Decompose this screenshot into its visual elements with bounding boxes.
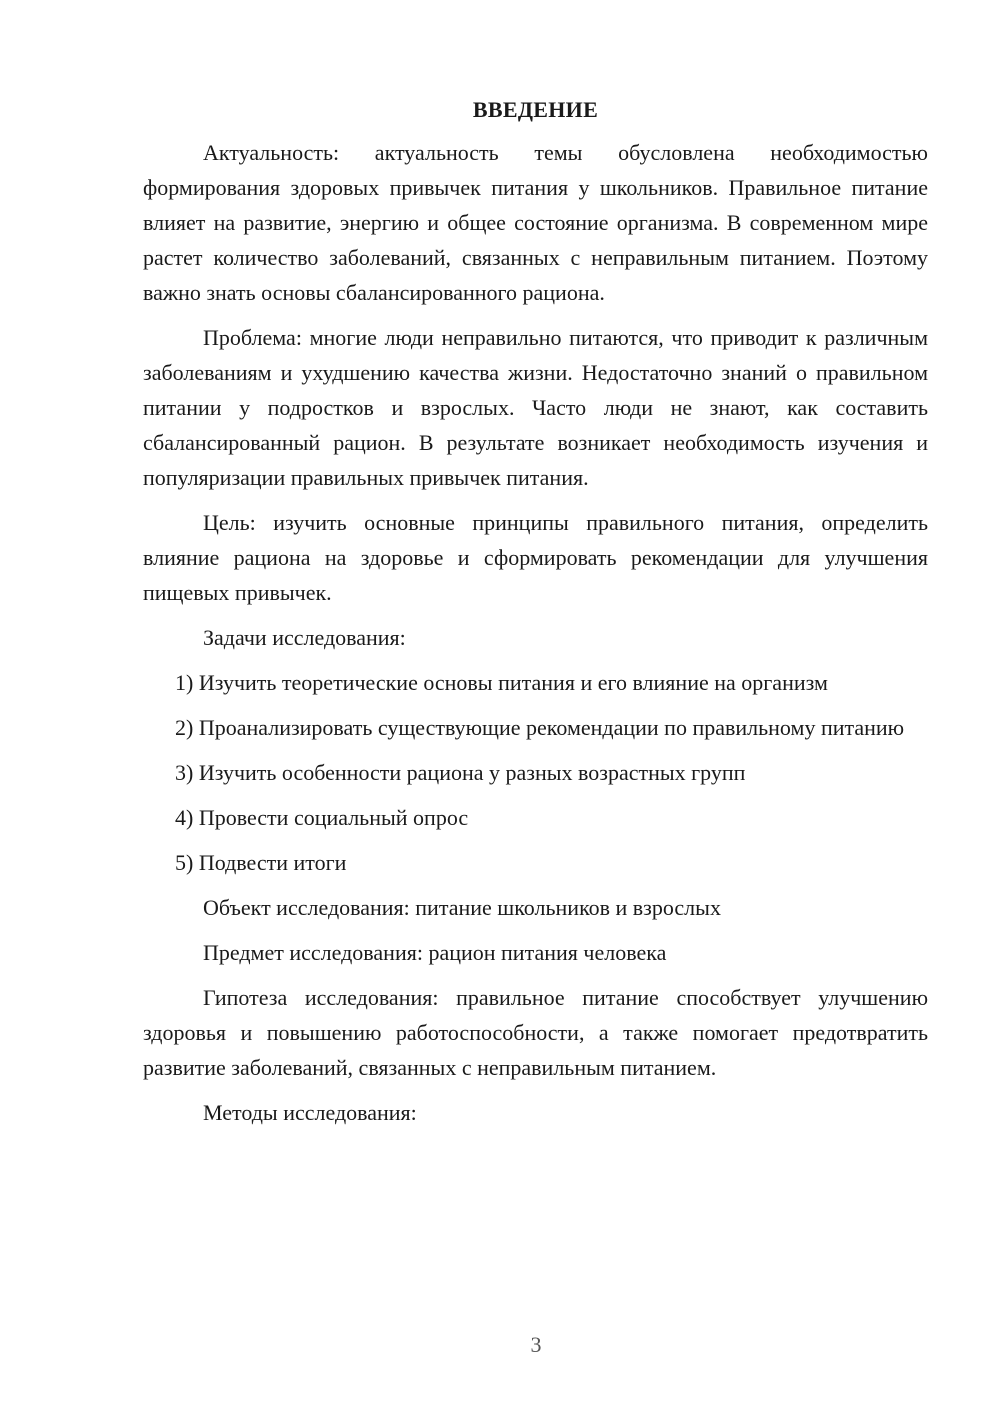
page-number: 3 <box>530 1332 542 1357</box>
hypothesis-paragraph: Гипотеза исследования: правильное питание способствует улучшению здоровья и повышению работоспособности, а также помогает предотвратить развитие заболеваний, связанных с неправильным питанием. <box>143 985 928 1080</box>
goal-paragraph: Цель: изучить основные принципы правильного питания, определить влияние рациона на здоровье и сформировать рекомендации для улучшения пищевых привычек. <box>143 510 928 605</box>
object-paragraph: Объект исследования: питание школьников и взрослых <box>203 895 721 920</box>
task-item: 4) Провести социальный опрос <box>175 805 469 830</box>
page-content <box>143 92 928 1130</box>
task-item: 3) Изучить особенности рациона у разных возрастных групп <box>175 760 746 785</box>
section-title: ВВЕДЕНИЕ <box>472 97 599 122</box>
task-item: 1) Изучить теоретические основы питания и его влияние на организм <box>175 670 828 695</box>
task-item: 5) Подвести итоги <box>175 850 347 875</box>
problem-paragraph: Проблема: многие люди неправильно питаются, что приводит к различным заболеваниям и ухудшению качества жизни. Недостаточно знаний о правильном питании у подростков и взрослых. Часто люди не знают, как составить сбалансированный рацион. В результате возникает необходимость изучения и популяризации правильных привычек питания. <box>143 325 928 490</box>
methods-heading: Методы исследования: <box>203 1100 417 1125</box>
relevance-paragraph: Актуальность: актуальность темы обусловлена необходимостью формирования здоровых привычек питания у школьников. Правильное питание влияет на развитие, энергию и общее состояние организма. В современном мире растет количество заболеваний, связанных с неправильным питанием. Поэтому важно знать основы сбалансированного рациона. <box>143 140 928 305</box>
tasks-heading: Задачи исследования: <box>203 625 406 650</box>
task-item: 2) Проанализировать существующие рекомендации по правильному питанию <box>175 715 905 740</box>
subject-paragraph: Предмет исследования: рацион питания человека <box>203 940 667 965</box>
